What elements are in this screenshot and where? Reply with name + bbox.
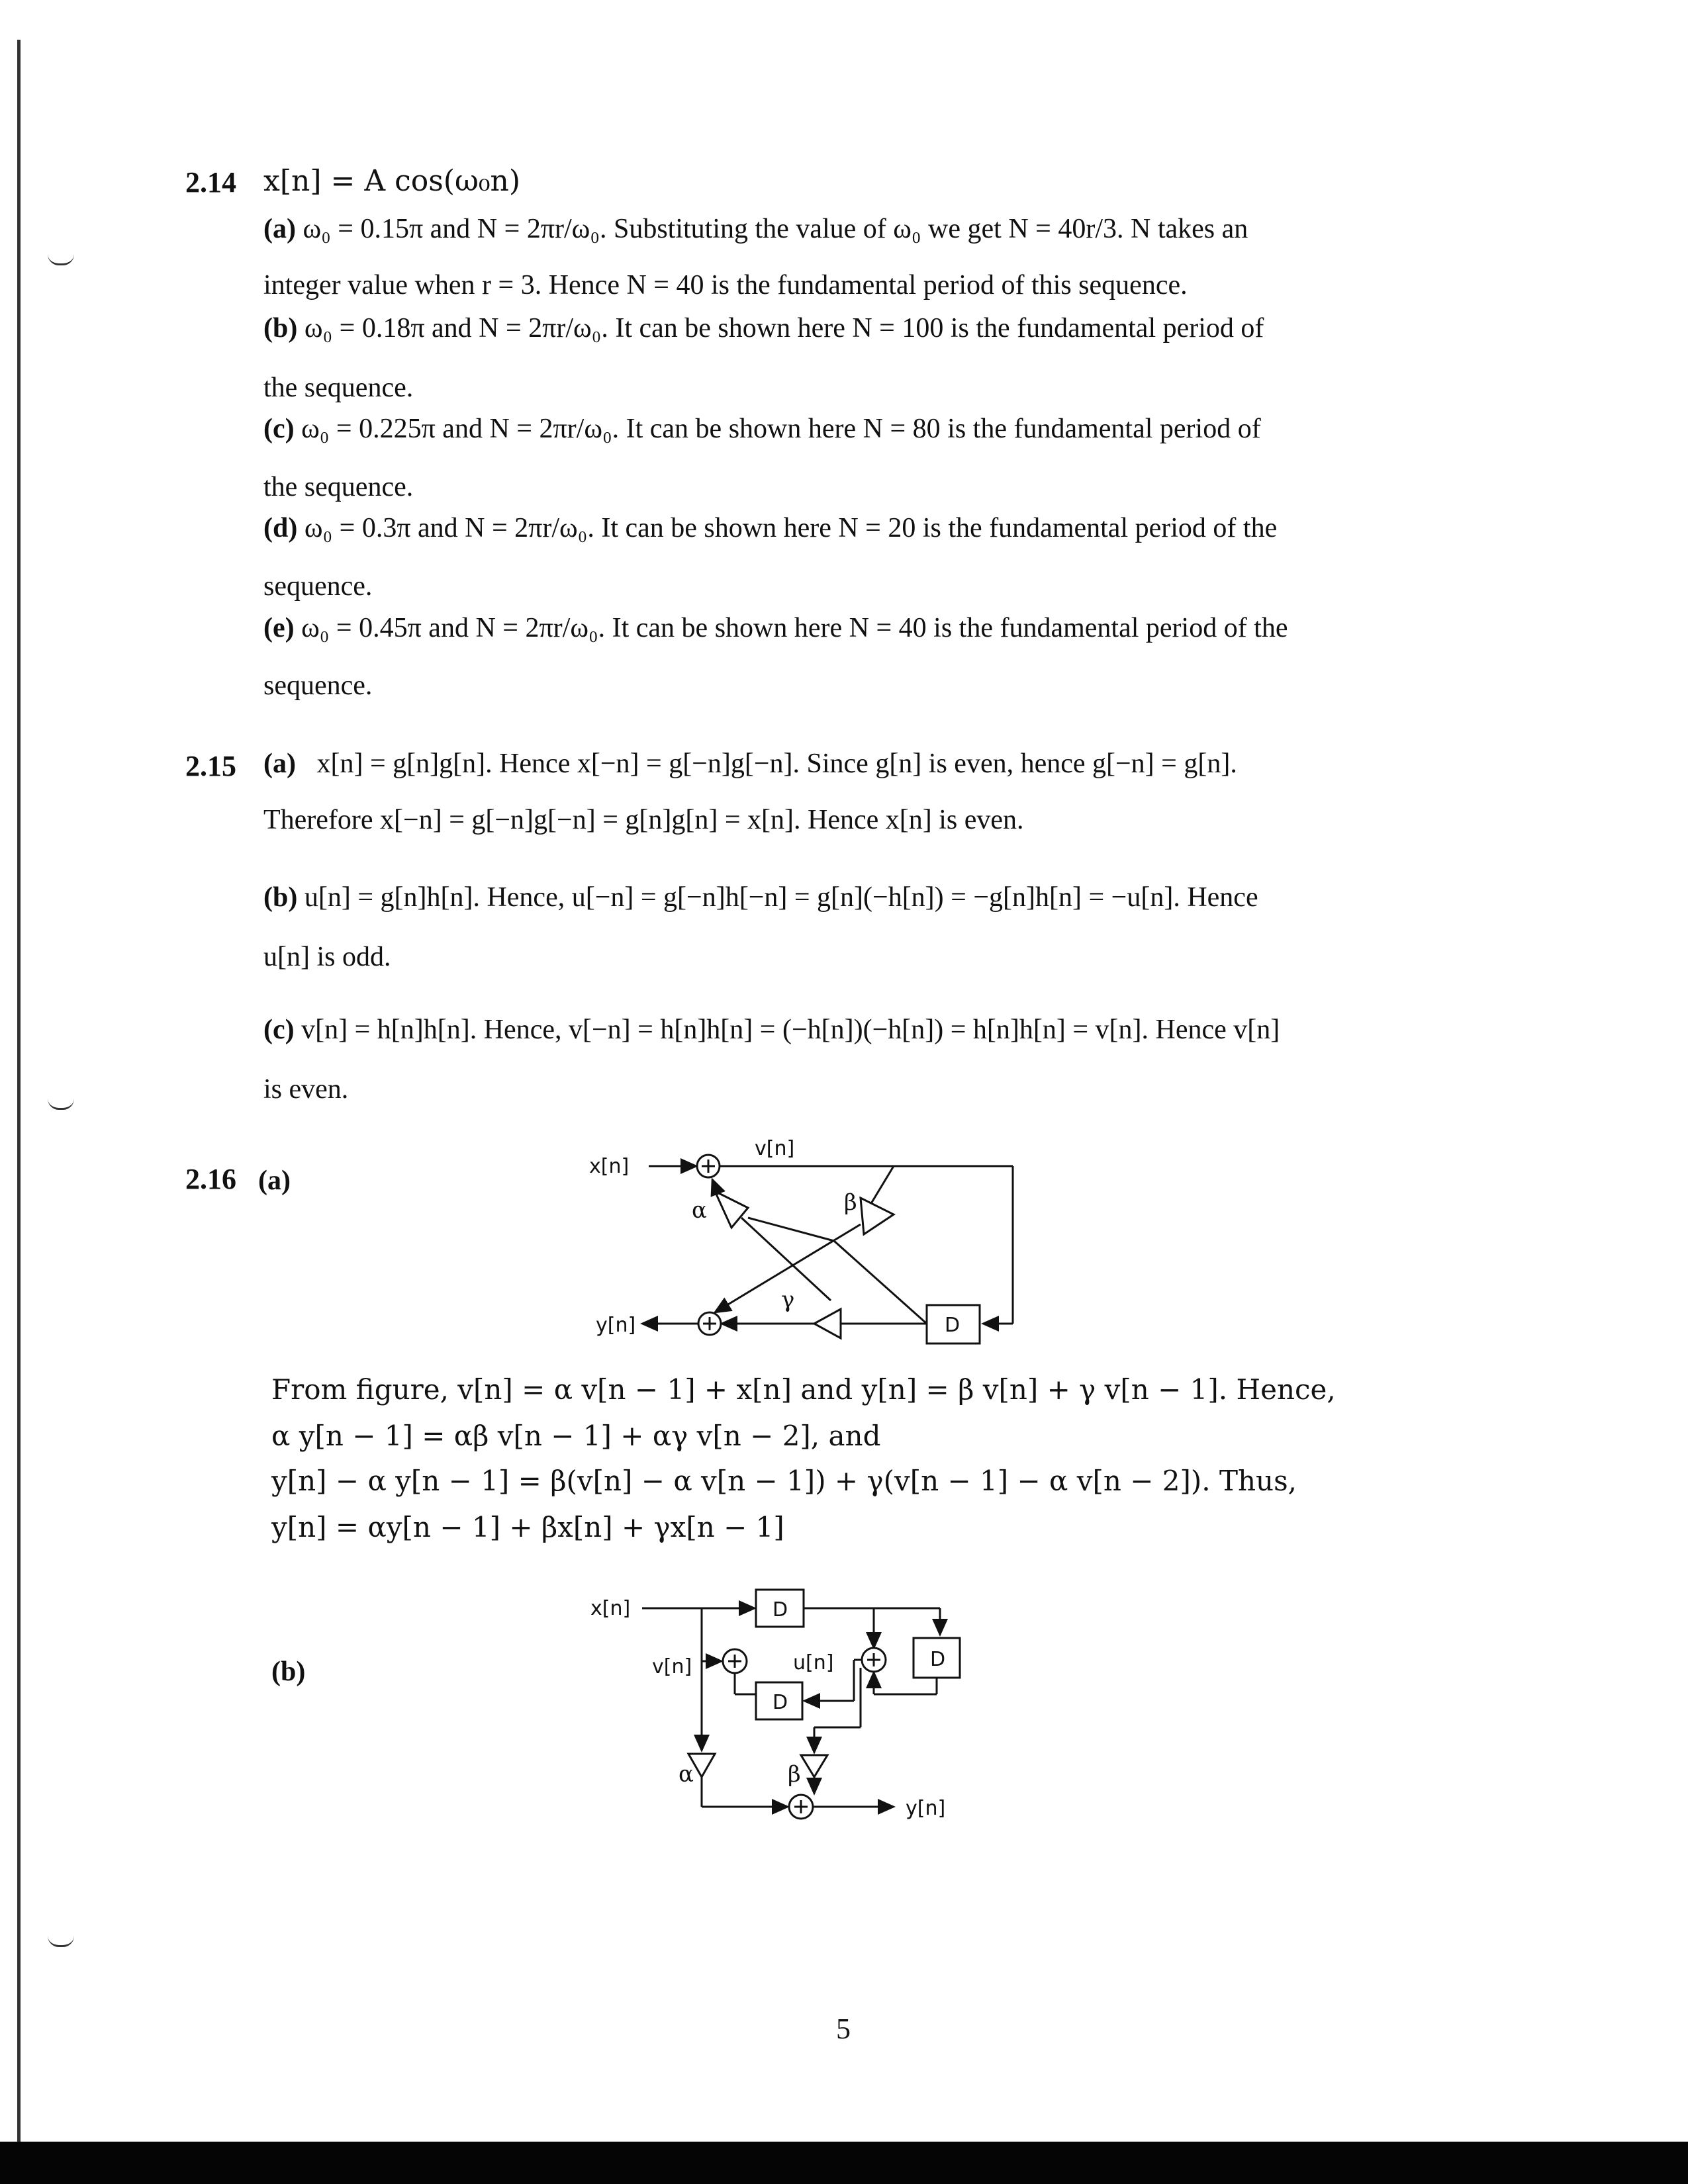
block-diagram-a (583, 1125, 1086, 1363)
scan-left-edge (17, 40, 21, 2144)
part-a-line1: (a) x[n] = g[n]g[n]. Hence x[−n] = g[−n]g[−n]. Since g[n] is even, hence g[−n] = g[n]. (263, 749, 1237, 779)
label-x: x[n] (589, 1155, 630, 1178)
equation-3: y[n] − α y[n − 1] = β(v[n] − α v[n − 1]) + γ(v[n − 1] − α v[n − 2]). Thus, (271, 1465, 1297, 1497)
part-c-line2: the sequence. (263, 472, 414, 502)
part-a-line2: Therefore x[−n] = g[−n]g[−n] = g[n]g[n] = x[n]. Hence x[n] is even. (263, 805, 1024, 835)
label-alpha: α (692, 1197, 707, 1224)
part-a-label: (a) (258, 1165, 291, 1196)
problem-header: x[n] = A cos(ω₀n) (263, 164, 520, 198)
label-beta: β (844, 1189, 857, 1216)
problem-number: 2.16 (185, 1163, 236, 1195)
part-c-line1: (c) v[n] = h[n]h[n]. Hence, v[−n] = h[n]h[n] = (−h[n])(−h[n]) = h[n]h[n] = v[n]. Hence v[n] (263, 1015, 1280, 1045)
scan-punch-mark (48, 254, 74, 265)
part-b-line2: u[n] is odd. (263, 942, 391, 972)
label-y: y[n] (596, 1314, 636, 1337)
scan-punch-mark (48, 1099, 74, 1110)
part-e-line2: sequence. (263, 670, 373, 701)
part-d-line1: (d) ω₀ = 0.3π and N = 2πr/ω₀. It can be shown here N = 20 is the fundamental period of the (263, 513, 1278, 543)
label-v: v[n] (652, 1655, 692, 1678)
label-gamma: γ (781, 1287, 795, 1313)
label-v: v[n] (755, 1137, 795, 1160)
equation-2: α y[n − 1] = αβ v[n − 1] + αγ v[n − 2], and (271, 1420, 881, 1452)
problem-number: 2.14 (185, 166, 236, 199)
part-a-line1: (a) ω₀ = 0.15π and N = 2πr/ω₀. Substituting the value of ω₀ we get N = 40r/3. N takes an (263, 214, 1248, 244)
part-d-line2: sequence. (263, 571, 373, 602)
label-delay: D (945, 1314, 961, 1337)
part-b-label: (b) (271, 1657, 306, 1687)
label-delay-2: D (930, 1648, 946, 1671)
part-b-line1: (b) u[n] = g[n]h[n]. Hence, u[−n] = g[−n]h[−n] = g[n](−h[n]) = −g[n]h[n] = −u[n]. Hence (263, 882, 1258, 913)
part-a-line2: integer value when r = 3. Hence N = 40 is the fundamental period of this sequence. (263, 270, 1188, 300)
part-b-line2: the sequence. (263, 373, 414, 403)
scan-punch-mark (48, 1936, 74, 1947)
page-number: 5 (836, 2013, 851, 2045)
problem-number: 2.15 (185, 750, 236, 782)
part-c-line1: (c) ω₀ = 0.225π and N = 2πr/ω₀. It can be shown here N = 80 is the fundamental period of (263, 414, 1261, 444)
part-b-line1: (b) ω₀ = 0.18π and N = 2πr/ω₀. It can be shown here N = 100 is the fundamental period of (263, 313, 1264, 343)
label-beta: β (788, 1761, 801, 1788)
label-x: x[n] (590, 1597, 631, 1620)
label-u: u[n] (793, 1651, 834, 1674)
label-delay-3: D (773, 1691, 788, 1714)
block-diagram-b (583, 1575, 1019, 1853)
equation-4: y[n] = αy[n − 1] + βx[n] + γx[n − 1] (271, 1511, 784, 1543)
scan-bottom-band (0, 2142, 1688, 2184)
label-y: y[n] (906, 1797, 946, 1820)
equation-1: From figure, v[n] = α v[n − 1] + x[n] and y[n] = β v[n] + γ v[n − 1]. Hence, (271, 1373, 1336, 1406)
part-c-line2: is even. (263, 1074, 349, 1105)
label-alpha: α (679, 1761, 694, 1788)
label-delay-1: D (773, 1598, 788, 1621)
part-e-line1: (e) ω₀ = 0.45π and N = 2πr/ω₀. It can be shown here N = 40 is the fundamental period of the (263, 613, 1288, 643)
